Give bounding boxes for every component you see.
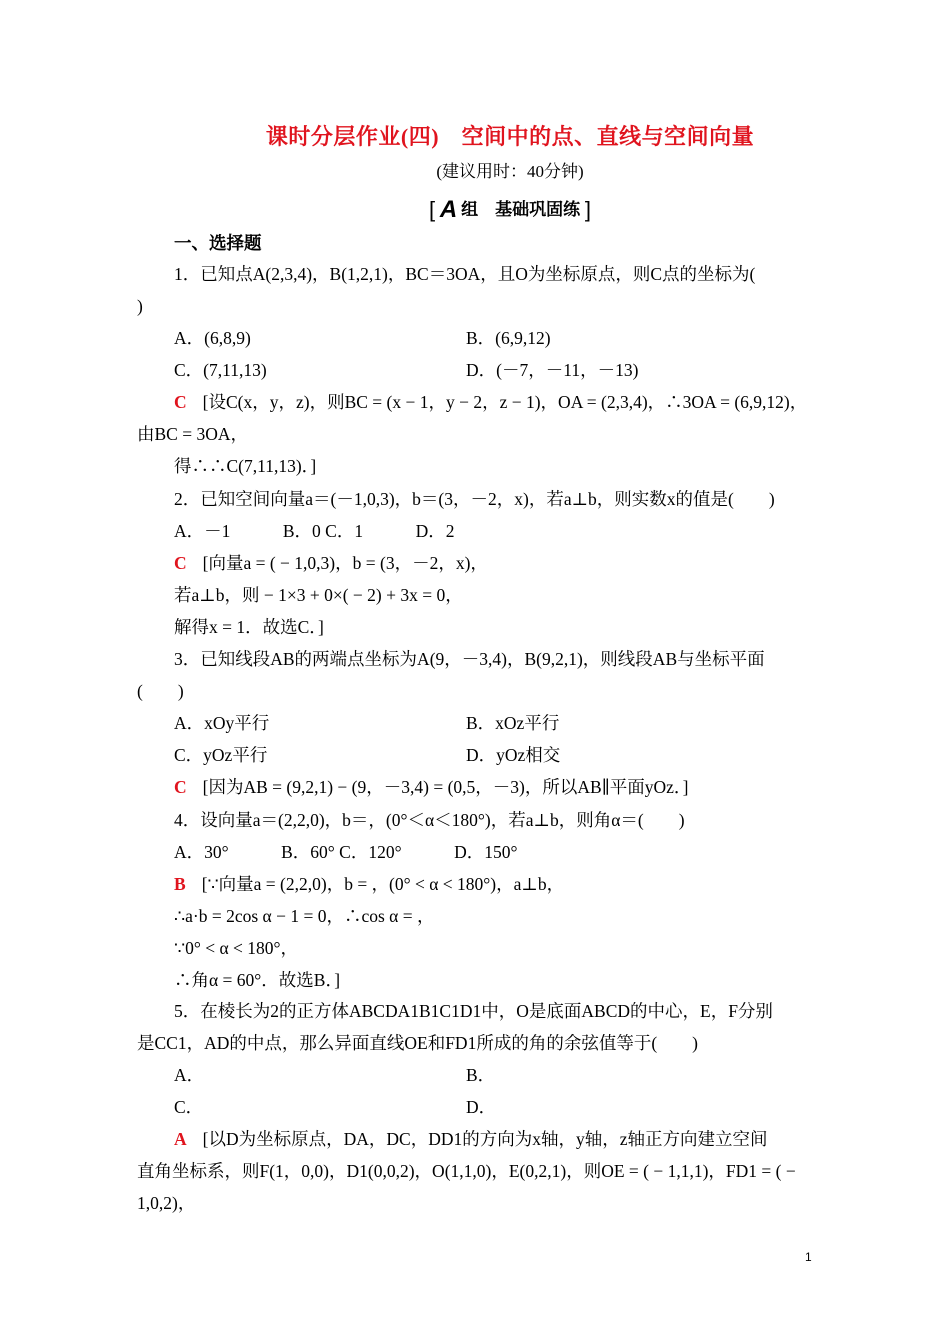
q3-option-b: B．xOz平行 xyxy=(466,713,560,733)
q5-option-d: D． xyxy=(466,1097,497,1117)
q2-stem: 2．已知空间向量a＝(－1,0,3)，b＝(3，－2，x)，若a⊥b，则实数x的值是( ) xyxy=(174,489,775,509)
q5-solution-text: [以D为坐标原点，DA，DC，DD1的方向为x轴，y轴，z轴正方向建立空间 xyxy=(202,1129,768,1149)
q1-option-b: B．(6,9,12) xyxy=(466,328,551,348)
q4-solution-cont2: ∵0° < α < 180°， xyxy=(174,938,299,958)
q3-stem: 3．已知线段AB的两端点坐标为A(9，－3,4)，B(9,2,1)，则线段AB与坐标平面 xyxy=(174,649,765,669)
q2-solution-text: [向量a = ( − 1,0,3)，b = (3，－2，x)， xyxy=(202,553,488,573)
group-bracket-open: [ xyxy=(428,197,436,222)
q4-solution xyxy=(174,872,564,896)
group-heading xyxy=(0,195,950,224)
q1-option-c: C．(7,11,13) xyxy=(174,360,267,380)
q3-solution xyxy=(174,775,688,799)
suggested-time: (建议用时：40分钟) xyxy=(436,162,584,181)
q1-solution-text: [设C(x，y，z)，则BC = (x − 1，y − 2，z − 1)，OA = (2,3,4)，∴3OA = (6,9,12)， xyxy=(202,392,808,412)
q4-solution-end: ∴角α = 60°．故选B．] xyxy=(174,970,341,990)
q1-stem-cont: ) xyxy=(137,296,143,316)
q5-option-a: A． xyxy=(174,1065,205,1085)
page-title: 课时分层作业(四) 空间中的点、直线与空间向量 xyxy=(265,124,755,149)
q5-solution-cont: 直角坐标系，则F(1，0,0)，D1(0,0,2)，O(1,1,0)，E(0,2,1)，则OE = ( − 1,1,1)，FD1 = ( − xyxy=(137,1161,796,1181)
q2-answer: C xyxy=(174,553,187,573)
q1-stem: 1．已知点A(2,3,4)，B(1,2,1)，BC＝3OA，且O为坐标原点，则C点的坐标为( xyxy=(174,264,756,284)
q5-solution-end: 1,0,2)， xyxy=(137,1193,196,1213)
q2-solution xyxy=(174,551,488,575)
q3-option-a: A．xOy平行 xyxy=(174,713,270,733)
q5-option-b: B． xyxy=(466,1065,496,1085)
group-letter: A xyxy=(439,196,458,223)
q4-options: A．30° B．60° C．120° D．150° xyxy=(174,842,518,862)
group-bracket-close: ] xyxy=(584,197,592,222)
q5-stem-cont: 是CC1，AD的中点，那么异面直线OE和FD1所成的角的余弦值等于( ) xyxy=(137,1033,698,1053)
q5-solution xyxy=(174,1127,767,1151)
q1-answer: C xyxy=(174,392,187,412)
q1-solution xyxy=(174,390,807,414)
page-number: 1 xyxy=(805,1250,812,1264)
q1-solution-cont: 由BC = 3OA， xyxy=(137,424,248,444)
q5-option-c: C． xyxy=(174,1097,204,1117)
q1-option-d: D．(－7，－11，－13) xyxy=(466,360,639,380)
q3-answer: C xyxy=(174,777,187,797)
q1-option-a: A．(6,8,9) xyxy=(174,328,251,348)
q2-solution-end: 解得x = 1．故选C．] xyxy=(174,617,324,637)
group-label: 组 基础巩固练 xyxy=(461,200,581,219)
q4-solution-cont: ∴a·b = 2cos α − 1 = 0，∴cos α = ， xyxy=(174,906,435,926)
section-heading: 一、选择题 xyxy=(174,233,262,253)
q5-answer: A xyxy=(174,1129,187,1149)
q4-answer: B xyxy=(174,874,186,894)
q1-solution-end: 得∴∴C(7,11,13)．] xyxy=(174,456,317,476)
q5-stem: 5．在棱长为2的正方体ABCDA1B1C1D1中，O是底面ABCD的中心，E，F分别 xyxy=(174,1001,773,1021)
q3-solution-text: [因为AB = (9,2,1) − (9，－3,4) = (0,5，－3)，所以AB∥平面yOz．] xyxy=(202,777,689,797)
q3-stem-cont: ( ) xyxy=(137,681,184,701)
q2-solution-cont: 若a⊥b，则 − 1×3 + 0×( − 2) + 3x = 0， xyxy=(174,585,463,605)
q3-option-d: D．yOz相交 xyxy=(466,745,561,765)
q2-options: A．－1 B．0 C．1 D．2 xyxy=(174,521,455,541)
q3-option-c: C．yOz平行 xyxy=(174,745,268,765)
q4-solution-text: [∵向量a = (2,2,0)，b = ，(0° < α < 180°)，a⊥b， xyxy=(201,874,565,894)
q4-stem: 4．设向量a＝(2,2,0)，b＝，(0°＜α＜180°)，若a⊥b，则角α＝( ) xyxy=(174,810,685,830)
